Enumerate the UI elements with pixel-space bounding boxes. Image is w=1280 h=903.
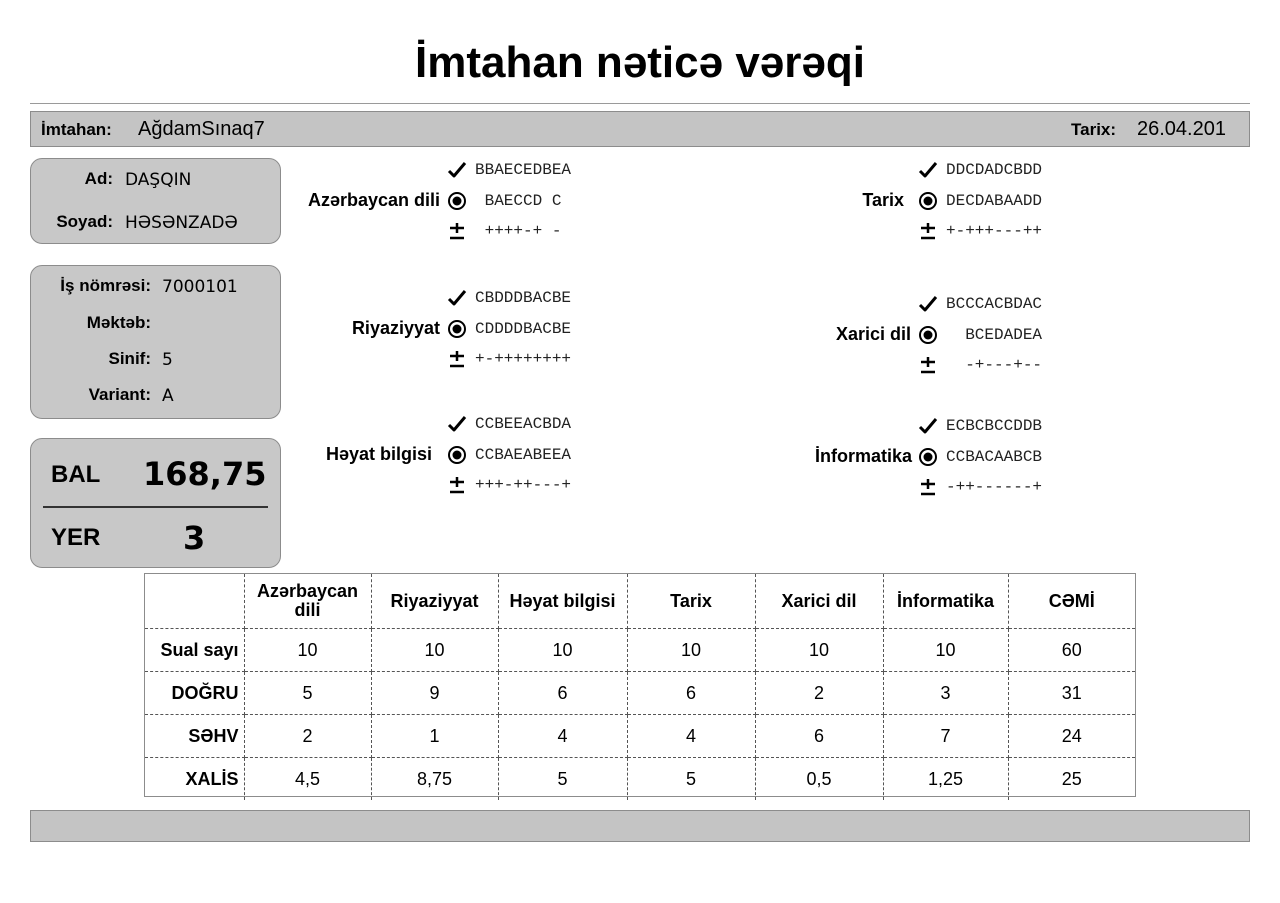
subject-name: Riyaziyyat [351, 318, 440, 338]
check-icon [918, 294, 938, 314]
subject-name: İnformatika [814, 446, 912, 466]
student-answers: CCBAEABEEA [475, 446, 572, 464]
table-cell: 5 [498, 758, 627, 801]
answer-key: CBDDDBACBE [475, 289, 572, 307]
work-no-label: İş nömrəsi: [60, 276, 151, 295]
table-cell: 4 [627, 715, 755, 758]
surname-label: Soyad: [56, 212, 113, 231]
table-cell: 24 [1008, 715, 1135, 758]
table-cell: 6 [755, 715, 883, 758]
student-panel [30, 158, 281, 244]
table-cell: 31 [1008, 672, 1135, 715]
radio-icon [918, 191, 938, 211]
page-title: İmtahan nəticə vərəqi [415, 38, 865, 87]
answer-marks: ++++-+ - [475, 222, 562, 240]
table-cell: 10 [244, 629, 371, 672]
yer-label: YER [51, 524, 101, 551]
student-answers: BAECCD C [475, 192, 562, 210]
check-icon [918, 416, 938, 436]
yer-value: 3 [183, 519, 206, 557]
row-label: DOĞRU [145, 672, 244, 715]
table-header-cell [145, 574, 244, 629]
table-cell: 0,5 [755, 758, 883, 801]
name-value: DAŞQIN [125, 170, 192, 190]
table-header-row [145, 574, 1135, 629]
radio-icon [447, 445, 467, 465]
work-no-value: 7000101 [162, 277, 238, 297]
table-cell: 3 [883, 672, 1008, 715]
table-cell: 4 [498, 715, 627, 758]
table-cell: 2 [755, 672, 883, 715]
row-label: Sual sayı [145, 629, 244, 672]
answer-key: CCBEEACBDA [475, 415, 572, 433]
table-cell: 25 [1061, 768, 1082, 789]
plus-minus-icon [447, 221, 467, 241]
subject-name: Həyat bilgisi [325, 444, 432, 464]
answer-marks: +-++++++++ [475, 350, 572, 368]
radio-icon [918, 447, 938, 467]
table-cell: 10 [498, 629, 627, 672]
table-cell: 1 [371, 715, 498, 758]
table-header-cell: İnformatika [883, 574, 1008, 629]
radio-icon [918, 325, 938, 345]
bal-value: 168,75 [143, 455, 267, 493]
plus-minus-icon [918, 355, 938, 375]
class-value: 5 [162, 350, 173, 370]
score-panel [30, 438, 281, 568]
footer-bar [30, 810, 1250, 842]
check-icon [918, 160, 938, 180]
table-cell: 7 [883, 715, 1008, 758]
surname-value: HƏSƏNZADƏ [125, 213, 238, 233]
class-label: Sinif: [108, 349, 151, 368]
table-header-cell: Riyaziyyat [371, 574, 498, 629]
answer-marks: +-+++---++ [946, 222, 1043, 240]
check-icon [447, 288, 467, 308]
table-cell: 10 [883, 629, 1008, 672]
plus-minus-icon [918, 477, 938, 497]
check-icon [447, 160, 467, 180]
answer-marks: -+---+-- [946, 356, 1043, 374]
name-label: Ad: [84, 169, 113, 188]
table-header-cell: Həyat bilgisi [498, 574, 627, 629]
variant-value: A [162, 386, 174, 406]
answer-key: DDCDADCBDD [946, 161, 1043, 179]
table-cell: 5 [244, 672, 371, 715]
subject-name: Xarici dil [835, 324, 911, 344]
table-cell: 10 [627, 629, 755, 672]
table-cell: 5 [627, 758, 755, 801]
plus-minus-icon [447, 475, 467, 495]
table-cell: 6 [627, 672, 755, 715]
answer-key: BCCCACBDAC [946, 295, 1043, 313]
table-row [145, 629, 1135, 672]
table-cell: 2 [244, 715, 371, 758]
answer-key: BBAECEDBEA [475, 161, 572, 179]
subject-name: Tarix [862, 190, 904, 210]
student-answers: DECDABAADD [946, 192, 1043, 210]
check-icon [447, 414, 467, 434]
table-cell: 10 [755, 629, 883, 672]
radio-icon [447, 319, 467, 339]
date-value: 26.04.201 [1137, 118, 1226, 140]
answer-marks: +++-++---+ [475, 476, 572, 494]
table-header-cell: Tarix [627, 574, 755, 629]
answer-marks: -++------+ [946, 478, 1043, 496]
plus-minus-icon [447, 349, 467, 369]
radio-icon [447, 191, 467, 211]
answer-key: ECBCBCCDDB [946, 417, 1043, 435]
table-row [145, 672, 1135, 715]
table-cell: 10 [371, 629, 498, 672]
row-label: SƏHV [145, 715, 244, 758]
table-header-cell: CƏMİ [1008, 574, 1135, 629]
date-label: Tarix: [1071, 120, 1117, 139]
table-cell: 4,5 [244, 758, 371, 801]
results-table [144, 573, 1136, 797]
score-divider [43, 506, 268, 508]
student-answers: BCEDADEA [946, 326, 1043, 344]
title-divider [30, 103, 1250, 104]
exam-header-bar [30, 111, 1250, 147]
table-cell: 9 [371, 672, 498, 715]
table-cell: 60 [1008, 629, 1135, 672]
exam-value: AğdamSınaq7 [138, 118, 265, 140]
table-header-cell: Xarici dil [755, 574, 883, 629]
row-label: XALİS [145, 758, 244, 801]
table-row [145, 715, 1135, 758]
subject-name: Azərbaycan dili [307, 190, 440, 210]
table-header-cell: Azərbaycan dili [244, 574, 371, 629]
table-row [145, 758, 1135, 801]
variant-label: Variant: [88, 385, 151, 404]
plus-minus-icon [918, 221, 938, 241]
table-cell: 1,25 [883, 758, 1008, 801]
table-cell: 6 [498, 672, 627, 715]
table-cell: 8,75 [371, 758, 498, 801]
student-answers: CCBACAABCB [946, 448, 1043, 466]
student-answers: CDDDDBACBE [475, 320, 572, 338]
school-label: Məktəb: [86, 313, 151, 332]
exam-label: İmtahan: [41, 120, 112, 139]
info-panel [30, 265, 281, 419]
bal-label: BAL [51, 461, 101, 488]
